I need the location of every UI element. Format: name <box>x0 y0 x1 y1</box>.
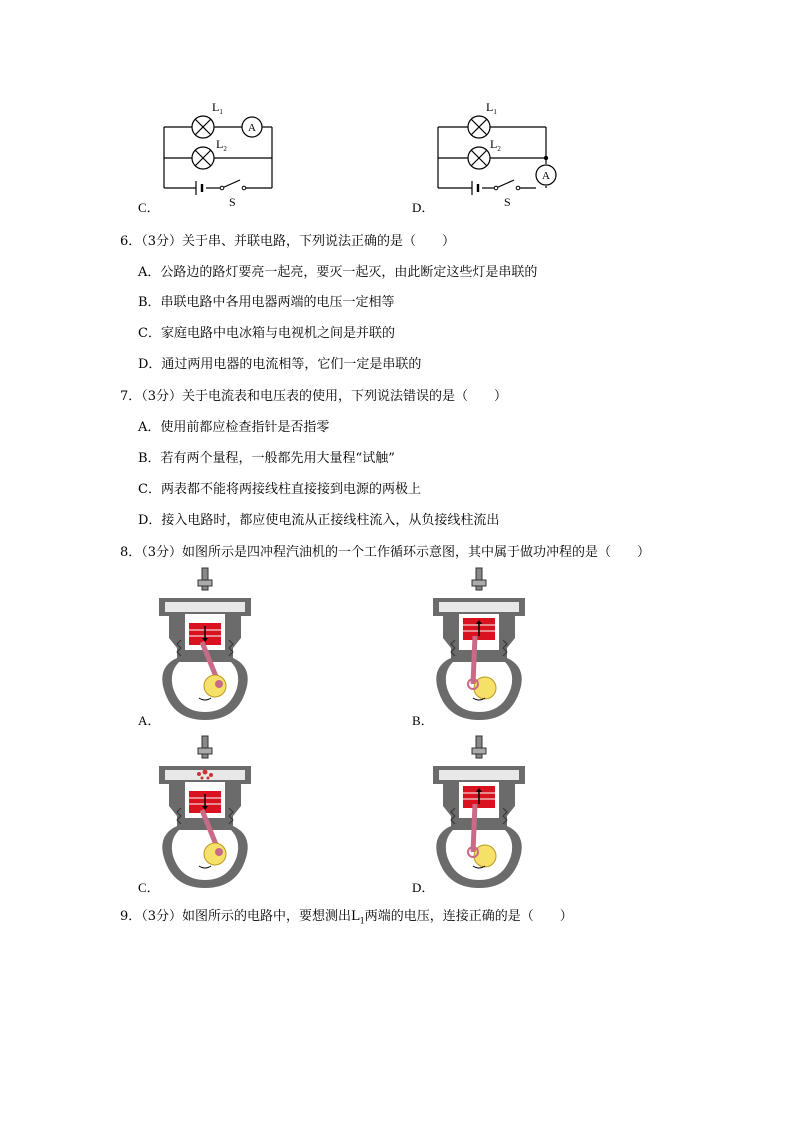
engine-body <box>159 568 251 720</box>
q6-option-a: A．公路边的路灯要亮一起亮，要灭一起灭，由此断定这些灯是串联的 <box>138 265 538 280</box>
question-8-stem: 8．（3分）如图所示是四冲程汽油机的一个工作循环示意图，其中属于做功冲程的是（ ） <box>120 545 651 560</box>
option-letter: C． <box>138 880 160 895</box>
q6-option-d: D．通过两用电器的电流相等，它们一定是串联的 <box>138 357 422 372</box>
q7-option-a: A．使用前都应检查指针是否指零 <box>138 420 330 435</box>
engine-diagram-c <box>155 734 255 898</box>
q7-option-d: D．接入电路时，都应使电流从正接线柱流入，从负接线柱流出 <box>138 513 500 528</box>
l1-label: $L_1$ <box>486 100 497 116</box>
switch-label: S <box>504 195 511 209</box>
engine-body <box>159 736 251 888</box>
option-letter: C． <box>138 200 160 215</box>
engine-diagram-b <box>429 566 529 730</box>
engine-body <box>433 736 525 888</box>
q6-option-b: B．串联电路中各用电器两端的电压一定相等 <box>138 295 395 310</box>
ammeter-label: A <box>248 122 256 134</box>
l1-label: $L_1$ <box>212 100 223 116</box>
engine-diagram-a <box>155 566 255 730</box>
l2-label: $L_2$ <box>490 137 501 153</box>
engine-body <box>433 568 525 720</box>
l2-label: $L_2$ <box>216 137 227 153</box>
q7-option-b: B．若有两个量程，一般都先用大量程“试触” <box>138 451 395 466</box>
ammeter-label: A <box>542 170 550 182</box>
q6-option-c: C．家庭电路中电冰箱与电视机之间是并联的 <box>138 326 395 341</box>
option-letter: D． <box>412 880 435 895</box>
question-6-stem: 6．（3分）关于串、并联电路，下列说法正确的是（ ） <box>120 234 456 249</box>
question-9-stem: 9．（3分）如图所示的电路中，要想测出$L_1$两端的电压，连接正确的是（ ） <box>120 909 573 926</box>
engine-diagram-d <box>429 734 529 898</box>
option-letter: B． <box>412 713 434 728</box>
switch-label: S <box>229 195 236 209</box>
option-letter: A． <box>138 713 161 728</box>
q7-option-c: C．两表都不能将两接线柱直接接到电源的两极上 <box>138 482 421 497</box>
question-7-stem: 7．（3分）关于电流表和电压表的使用，下列说法错误的是（ ） <box>120 389 508 404</box>
option-letter: D． <box>412 200 435 215</box>
